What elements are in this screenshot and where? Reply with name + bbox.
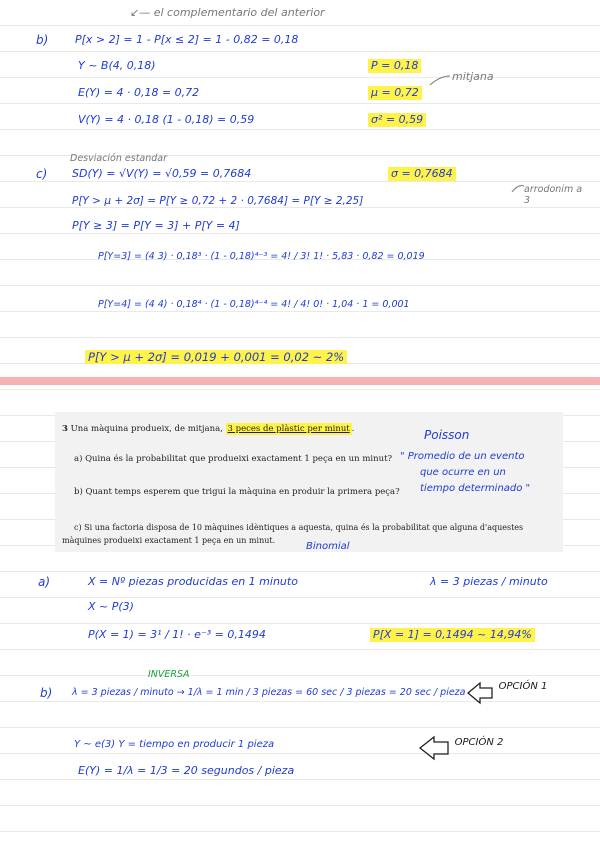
part-c-line5: P[Y=4] = (4 4) · 0,18⁴ · (1 - 0,18)⁴⁻⁴ = 4! / 4! 0! · 1,04 · 1 = 0,001 [98,299,410,310]
desviacion-note: Desviación estandar [70,153,168,164]
part-b-line2: Y ~ B(4, 0,18) [78,59,156,72]
poisson-desc-3: tiempo determinado " [420,483,531,494]
option-1-arrow-icon [468,683,492,703]
complement-note: ↙— el complementario del anterior [130,6,325,19]
mitjana-note: mitjana [452,70,494,83]
sol-a-lambda: λ = 3 piezas / minuto [430,575,548,588]
sol-a-label: a) [38,575,51,589]
option-2-arrow-icon [420,737,448,759]
poisson-desc-2: que ocurre en un [420,467,506,478]
poisson-desc-1: " Promedio de un evento [400,451,525,462]
sol-b-line1: λ = 3 piezas / minuto → 1/λ = 1 min / 3 piezas = 60 sec / 3 piezas = 20 sec / pieza [72,687,466,698]
part-c-label: c) [36,167,48,181]
poisson-label: Poisson [424,428,470,442]
redondeo-pointer-icon [512,186,524,192]
question-c-line2: màquines produeixi exactament 1 peça en un minut. [62,536,276,545]
part-b-label: b) [36,33,49,47]
sol-a-result: P[X = 1] = 0,1494 ~ 14,94% [370,628,535,642]
option-2-label: OPCIÓN 2 [454,737,504,748]
question-c-line1: c) Si una factoria disposa de 10 màquines idèntiques a aquesta, quina és la probabilitat que alguna d'aquestes [74,523,524,532]
mu-result: μ = 0,72 [368,86,422,100]
sigma-result: σ = 0,7684 [388,167,456,181]
sol-a-calc: P(X = 1) = 3¹ / 1! · e⁻³ = 0,1494 [88,628,266,641]
p-result: P = 0,18 [368,59,421,73]
question-b: b) Quant temps esperem que trigui la màquina en produir la primera peça? [74,487,400,497]
option-1-label: OPCIÓN 1 [498,681,548,692]
sol-a-def: X = Nº piezas producidas en 1 minuto [88,575,298,588]
problem-number: 3 [62,424,68,434]
question-a: a) Quina és la probabilitat que produeixi exactament 1 peça en un minut? [74,454,393,464]
part-b-line1: P[x > 2] = 1 - P[x ≤ 2] = 1 - 0,82 = 0,18 [75,33,299,46]
sol-b-line2: Y ~ e(3) Y = tiempo en producir 1 pieza [74,739,275,750]
part-c-line3: P[Y ≥ 3] = P[Y = 3] + P[Y = 4] [72,219,240,232]
sol-b-label: b) [40,686,53,700]
mitjana-pointer-icon [430,76,450,85]
part-c-line2: P[Y > μ + 2σ] = P[Y ≥ 0,72 + 2 · 0,7684] = P[Y ≥ 2,25] [72,195,364,207]
sol-a-dist: X ~ P(3) [88,600,134,613]
binomial-label: Binomial [306,541,350,552]
part-c-line4: P[Y=3] = (4 3) · 0,18³ · (1 - 0,18)⁴⁻³ = 4! / 3! 1! · 5,83 · 0,82 = 0,019 [98,251,425,262]
final-result: P[Y > μ + 2σ] = 0,019 + 0,001 = 0,02 ~ 2% [85,350,347,364]
part-b-line4: V(Y) = 4 · 0,18 (1 - 0,18) = 0,59 [78,113,255,126]
inversa-label: INVERSA [148,669,190,680]
part-c-line1: SD(Y) = √V(Y) = √0,59 = 0,7684 [72,167,252,180]
problem-statement: 3 Una màquina produeix, de mitjana, 3 peces de plàstic per minut . [62,424,355,434]
redondeo-note: arrodonim a 3 [524,184,583,206]
part-b-line3: E(Y) = 4 · 0,18 = 0,72 [78,86,200,99]
sigma2-result: σ² = 0,59 [368,113,426,127]
statement-highlight: 3 peces de plàstic per minut [227,424,350,434]
sol-b-line3: E(Y) = 1/λ = 1/3 = 20 segundos / pieza [78,764,295,777]
